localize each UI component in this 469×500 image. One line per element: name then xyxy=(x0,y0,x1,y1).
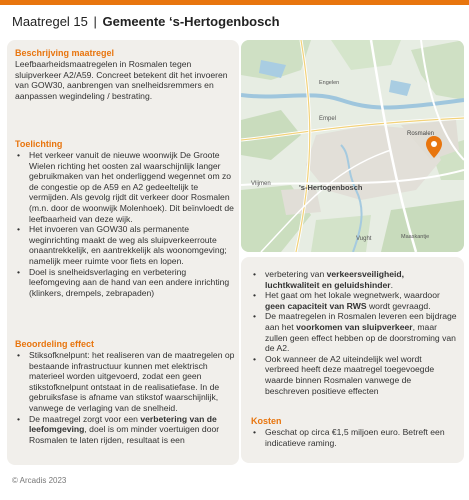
list-item: • Stiksofknelpunt: het realiseren van de maatregelen op bestaande infrastructuur kunnen met elektrisch materieel worden uitgevoerd, zodat een geen stikstofknelpunt ontstaat in de realisatiefase. In de gebruiksfase is afname van stikstof waarschijnlijk, vanwege de verlaging van de snelheid. xyxy=(15,350,235,414)
map-label-vught: Vught xyxy=(356,236,372,242)
list-item xyxy=(251,311,457,353)
list-item: • Het verkeer vanuit de nieuwe woonwijk De Groote Wielen richting het oosten zal waarschijnlijk langer gebruikmaken van het onderliggend wegennet om zo de congestie op de A59 en A2 gedeeltelijk te vermijden. Als gevolg rijdt dit verkeer door Rosmalen (m.n. door de woonwijk Molenhoek). Dit beïnvloedt de leefbaarheid van deze wijk. xyxy=(15,150,235,224)
municipality-title: Gemeente ‘s-Hertogenbosch xyxy=(102,14,280,29)
text-run: wordt gevraagd. xyxy=(366,300,431,311)
list-item xyxy=(251,269,457,290)
toelichting-list xyxy=(15,150,235,298)
effects-card xyxy=(241,257,464,463)
kosten-list xyxy=(251,427,457,448)
map-label-vlijmen: Vlijmen xyxy=(251,181,271,187)
list-item: • Ook wanneer de A2 uiteindelijk wel wordt verbreed heeft deze maatregel toegevoegde waarde binnen Rosmalen vanwege de beschreven positieve effecten xyxy=(251,354,457,396)
map-label-rosmalen: Rosmalen xyxy=(407,131,435,137)
beoordeling-heading: Beoordeling effect xyxy=(15,339,95,349)
text-run: Het gaat om het lokale wegnetwerk, waardoor xyxy=(265,290,440,301)
emphasis-text: geen capaciteit van RWS xyxy=(265,300,367,311)
text-run: . xyxy=(390,279,393,290)
text-run: De maatregelen in Rosmalen leveren een bijdrage aan het xyxy=(265,311,457,332)
beschrijving-heading: Beschrijving maatregel xyxy=(15,48,115,58)
effects-list xyxy=(251,269,457,396)
description-card xyxy=(7,40,239,465)
text-run: verbetering van xyxy=(265,269,327,279)
page-title xyxy=(12,14,280,29)
measure-number: Maatregel 15 xyxy=(12,14,88,29)
emphasis-text: verbetering van de leefomgeving xyxy=(29,413,217,435)
list-item: • Het invoeren van GOW30 als permanente weginrichting maakt de weg als sluipverkeerroute onaantrekkelijk, en aantrekkelijk als woonomgeving; namelijk meer ruimte voor fiets en lopen. xyxy=(15,224,235,266)
beoordeling-section xyxy=(15,339,235,445)
text-run: , doel is om minder voertuigen door Rosmalen te laten rijden, resultaat is een xyxy=(29,424,220,445)
copyright-footer: © Arcadis 2023 xyxy=(12,476,67,485)
text-run: , maar zullen geen effect hebben op de doorstroming van de A2. xyxy=(265,321,456,354)
map-graphic xyxy=(241,40,464,252)
emphasis-text: verkeersveiligheid, luchtkwaliteit en geluidshinder xyxy=(265,269,405,290)
beoordeling-list xyxy=(15,350,235,445)
list-item: • Doel is snelheidsverlaging en verbetering leefomgeving aan de hand van een andere inrichting (klinkers, drempels, zebrapaden) xyxy=(15,267,235,299)
toelichting-heading: Toelichting xyxy=(15,139,63,149)
top-accent-bar xyxy=(0,0,469,5)
map-label-maaskantje: Maaskantje xyxy=(401,234,430,240)
kosten-heading: Kosten xyxy=(251,416,282,426)
location-map xyxy=(241,40,464,252)
kosten-section xyxy=(251,416,457,448)
map-label-engelen: Engelen xyxy=(319,80,340,86)
map-label-hertogenbosch: 's-Hertogenbosch xyxy=(299,183,363,192)
list-item xyxy=(251,290,457,311)
title-separator: | xyxy=(93,14,97,29)
text-run: De maatregel zorgt voor een xyxy=(29,413,141,424)
emphasis-text: voorkomen van sluipverkeer xyxy=(296,321,413,332)
beschrijving-section xyxy=(15,48,235,101)
beschrijving-text: Leefbaarheidsmaatregelen in Rosmalen tegen sluipverkeer A2/A59. Concreet betekent dit het invoeren van GOW30, aanbrengen van snelheidsremmers en aanpassen wegindeling / bestrating. xyxy=(15,59,228,101)
list-item: • Geschat op circa €1,5 miljoen euro. Betreft een indicatieve raming. xyxy=(251,427,457,448)
map-label-empel: Empel xyxy=(319,116,337,122)
toelichting-section xyxy=(15,139,235,298)
list-item xyxy=(15,414,235,446)
